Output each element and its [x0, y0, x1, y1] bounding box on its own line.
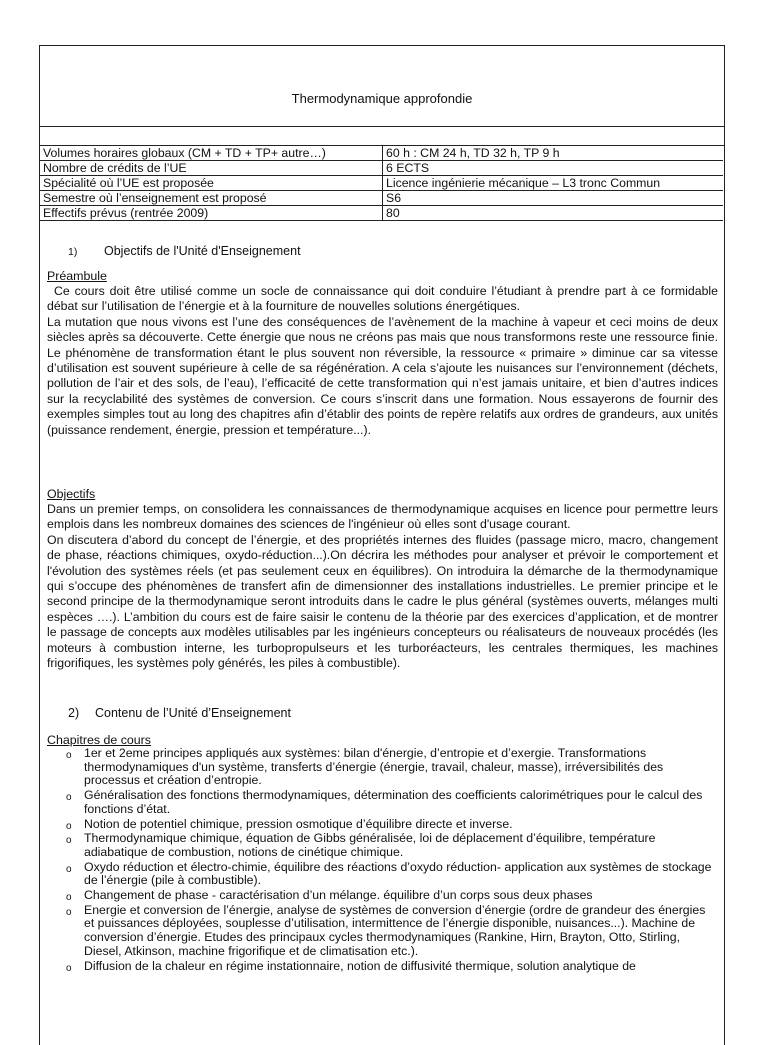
objectifs-heading: Objectifs: [47, 487, 96, 501]
course-info-table: [40, 145, 723, 221]
list-item: [47, 832, 718, 859]
bullet-icon: o: [66, 835, 72, 847]
list-item-text: Notion de potentiel chimique, pression osmotique d’équilibre directe et inverse.: [84, 816, 513, 831]
list-item: [47, 861, 718, 888]
list-item-text: Oxydo réduction et électro-chimie, équilibre des réactions d’oxydo réduction- application aux systèmes de stockage de l’énergie (pile à combustible).: [84, 859, 712, 888]
bullet-icon: o: [66, 750, 72, 761]
list-item-text: Thermodynamique chimique, équation de Gibbs généralisée, loi de déplacement d’équilibre, température adiabatique de combustion, notions de cinétique chimique.: [84, 831, 656, 859]
chapitres-list: [47, 747, 718, 974]
list-item-text: Généralisation des fonctions thermodynamiques, détermination des coefficients calorimétriques pour le calcul des fonctions d’état.: [84, 788, 703, 816]
preambule-paragraph-1: Ce cours doit être utilisé comme un socle de connaissance qui doit conduire l’étudiant à prendre part à ce formidable débat sur l’utilisation de l’énergie et à la fourniture de nouvelles solutions énergétiques.: [47, 284, 718, 314]
table-cell-label: Nombre de crédits de l’UE: [40, 161, 383, 176]
list-item: [47, 818, 718, 832]
table-cell-value: 6 ECTS: [383, 161, 724, 176]
section-1-heading: [68, 244, 301, 258]
title-box: [40, 46, 724, 127]
list-item-text: Energie et conversion de l’énergie, analyse de systèmes de conversion d’énergie (ordre de grandeur des énergies et puissances déployées, souplesse d’utilisation, intermittence de l’énergie disponible, nuisances...). Machine de conversion d’énergie. Etudes des principaux cycles thermodynamiques (Rankine, Hirn, Brayton, Otto, Stirling, Diesel, Atkinson, machine frigorifique et de climatisation etc.).: [84, 902, 706, 958]
section-1-title: Objectifs de l'Unité d'Enseignement: [104, 244, 301, 258]
table-row: [40, 191, 723, 206]
document-frame: [39, 45, 725, 1045]
table-cell-label: Volumes horaires globaux (CM + TD + TP+ autre…): [40, 146, 383, 161]
chapitres-heading: Chapitres de cours: [47, 733, 151, 747]
section-1-number: 1): [68, 246, 78, 258]
table-spacer-row: [40, 127, 724, 146]
bullet-icon: o: [66, 820, 72, 832]
objectifs-text: [47, 502, 718, 671]
table-row: [40, 206, 723, 221]
table-row: [40, 161, 723, 176]
table-row: [40, 176, 723, 191]
table-cell-value: 80: [383, 206, 724, 221]
document-title: Thermodynamique approfondie: [291, 91, 473, 106]
objectifs-paragraph-2: On discutera d’abord du concept de l’énergie, et des propriétés internes des fluides (passage micro, macro, changement de phase, réactions chimiques, oxydo-réduction...).On décrira les méthodes pour analyser et prévoir le comportement et l'évolution des systèmes réels (et pas seulement ceux en équilibres). On introduira la démarche de la thermodynamique qui s’occupe des phénomènes de transfert afin de dimensionner des installations industrielles. Le premier principe et le second principe de la thermodynamique seront introduits dans le cadre le plus général (systèmes ouverts, mélanges multi espèces ….). L’ambition du cours est de faire saisir le contenu de la théorie par des exercices d’application, et de montrer le passage de concepts aux modèles utilisables par les ingénieurs concepteurs ou réalisateurs de nouveaux procédés (les moteurs à combustion interne, les turbopropulseurs et les turboréacteurs, les centrales thermiques, les machines frigorifiques, les systèmes poly générés, les piles à combustible).: [47, 532, 718, 671]
bullet-icon: o: [66, 906, 72, 918]
list-item: [47, 747, 718, 788]
objectifs-paragraph-1: Dans un premier temps, on consolidera les connaissances de thermodynamique acquises en licence pour permettre leurs emplois dans les nombreux domaines des sciences de l'ingénieur où elles sont d'usage courant.: [47, 502, 718, 532]
bullet-icon: o: [66, 792, 72, 804]
table-cell-value: S6: [383, 191, 724, 206]
list-item-text: Diffusion de la chaleur en régime instationnaire, notion de diffusivité thermique, solution analytique de: [84, 958, 636, 973]
list-item: [47, 889, 718, 903]
table-cell-value: Licence ingénierie mécanique – L3 tronc Commun: [383, 176, 724, 191]
preambule-heading: Préambule: [47, 269, 107, 283]
section-2-number: 2): [68, 706, 80, 720]
list-item: [47, 789, 718, 816]
bullet-icon: o: [66, 892, 72, 904]
preambule-paragraph-2: La mutation que nous vivons est l’une des conséquences de l’avènement de la machine à vapeur et ceci moins de deux siècles après sa découverte. Cette énergie que nous ne créons pas mais que nous transformons reste une ressource finie. Le phénomène de transformation étant le plus souvent non réversible, la ressource « primaire » diminue car sa vitesse d’utilisation est souvent supérieure à celle de sa régénération. A cela s’ajoute les nuisances sur l’environnement (déchets, pollution de l’air et des sols, de l’eau), l’efficacité de cette transformation qui n’est jamais unitaire, et bien d’autres indices sur la recyclabilité des systèmes de conversion. Ce cours s’inscrit dans une formation. Nous essayerons de fournir des exemples simples tout au long des chapitres afin d’établir des points de repère relatifs aux ordres de grandeurs, aux unités (puissance rendement, énergie, pression et température...).: [47, 314, 718, 437]
list-item: [47, 960, 718, 974]
list-item-text: Changement de phase - caractérisation d’un mélange. équilibre d’un corps sous deux phases: [84, 888, 593, 903]
bullet-icon: o: [66, 962, 72, 974]
preambule-text: [47, 284, 718, 438]
table-cell-value: 60 h : CM 24 h, TD 32 h, TP 9 h: [383, 146, 724, 161]
bullet-icon: o: [66, 863, 72, 875]
list-item: [47, 904, 718, 959]
table-cell-label: Semestre où l’enseignement est proposé: [40, 191, 383, 206]
table-row: [40, 146, 723, 161]
section-2-title: Contenu de l’Unité d’Enseignement: [95, 706, 291, 720]
section-2-heading: [68, 706, 291, 720]
table-cell-label: Spécialité où l’UE est proposée: [40, 176, 383, 191]
list-item-text: 1er et 2eme principes appliqués aux systèmes: bilan d'énergie, d’entropie et d’exergie. Transformations thermodynamiques d'un système, transferts d’énergie (énergie, travail, chaleur, masse), irréversibilités des processus et création d’entropie.: [84, 746, 664, 788]
table-cell-label: Effectifs prévus (rentrée 2009): [40, 206, 383, 221]
